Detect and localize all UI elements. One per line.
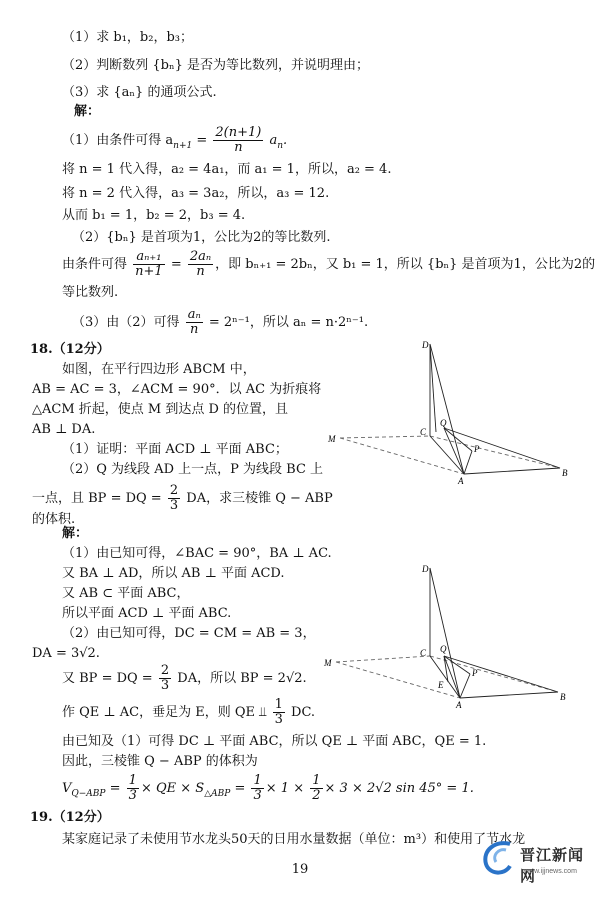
solution-step-8: （3）由（2）可得 $\frac{\text{aₙ}}{n}$ = 2ⁿ⁻¹，所以 aₙ = n·2ⁿ⁻¹. (72, 307, 369, 337)
problem-19-heading: 19.（12分） (30, 810, 110, 825)
geometry-figure-2 (320, 560, 570, 710)
problem-18-text: 的体积. (32, 512, 76, 527)
solution-step: DA = 3√2. (32, 646, 100, 661)
vertex-label: M (328, 434, 336, 444)
solution-step: （1）由已知可得，∠BAC = 90°，BA ⊥ AC. (62, 546, 332, 561)
solution-step-2: 将 n = 1 代入得，a₂ = 4a₁，而 a₁ = 1，所以，a₂ = 4. (62, 162, 392, 177)
watermark-url: www.ijjnews.com (524, 868, 577, 875)
problem-18-text: AB ⊥ DA. (32, 422, 96, 437)
solution-step: 由已知及（1）可得 DC ⊥ 平面 ABC，所以 QE ⊥ 平面 ABC，QE = 1. (62, 734, 487, 749)
question-2: （2）判断数列 {bₙ} 是否为等比数列，并说明理由； (62, 58, 370, 73)
page-number: 19 (291, 862, 309, 877)
solution-step-5: （2）{bₙ} 是首项为1，公比为2的等比数列. (72, 230, 331, 245)
solution-step: （2）由已知可得，DC = CM = AB = 3， (62, 626, 316, 641)
watermark-brand: 晋江新闻网 (520, 846, 585, 885)
solution-step: 作 QE ⊥ AC，垂足为 E，则 QE ⫫ $\frac{1}{3}$ DC. (62, 697, 316, 727)
vertex-label: A (458, 476, 464, 486)
vertex-label: B (562, 468, 568, 478)
problem-18-text: 一点，且 BP = DQ = $\frac{2}{3}$ DA，求三棱锥 Q − ABP (32, 483, 333, 513)
question-3: （3）求 {aₙ} 的通项公式. (62, 85, 217, 100)
problem-18-text: △ACM 折起，使点 M 到达点 D 的位置，且 (32, 402, 289, 417)
vertex-label: D (422, 564, 429, 574)
vertex-label: P (474, 444, 480, 454)
problem-18-heading: 18.（12分） (30, 342, 110, 357)
vertex-label: Q (440, 644, 447, 654)
volume-formula: $V_{Q-ABP}$ = $\frac{1}{3}$ × QE × $S_{\triangle ABP}$ = $\frac{1}{3}$ × 1 × $\frac{1}{2}$ × 3 × 2√2 sin 45° = 1. (62, 773, 474, 803)
solution-step-1: （1）由条件可得 $a_{n+1}$ = $\frac{2(n+1)}{n}$ $a_n$. (62, 125, 288, 155)
vertex-label: C (420, 648, 427, 658)
problem-18-text: 如图，在平行四边形 ABCM 中， (62, 362, 256, 377)
solution-step-7: 等比数列. (62, 285, 119, 300)
problem-18-part-1: （1）证明：平面 ACD ⊥ 平面 ABC； (62, 442, 288, 457)
solution-step: 又 BA ⊥ AD，所以 AB ⊥ 平面 ACD. (62, 566, 285, 581)
solution-step: 又 BP = DQ = $\frac{2}{3}$ DA，所以 BP = 2√2. (62, 663, 307, 693)
solution-step: 因此，三棱锥 Q − ABP 的体积为 (62, 754, 258, 769)
problem-18-text: AB = AC = 3，∠ACM = 90°．以 AC 为折痕将 (32, 382, 322, 397)
solution-step-4: 从而 b₁ = 1，b₂ = 2，b₃ = 4. (62, 208, 246, 223)
solution-label: 解： (74, 104, 101, 119)
swirl-logo-icon (476, 836, 520, 880)
vertex-label: M (324, 658, 332, 668)
vertex-label: A (456, 700, 462, 710)
vertex-label: Q (440, 418, 447, 428)
geometry-figure-1 (324, 336, 574, 486)
vertex-label: P (472, 668, 478, 678)
vertex-label: B (560, 692, 566, 702)
solution-label: 解： (62, 526, 89, 541)
problem-19-text: 某家庭记录了未使用节水龙头50天的日用水量数据（单位：m³）和使用了节水龙 (62, 832, 526, 847)
watermark-logo (476, 836, 596, 884)
solution-step: 所以平面 ACD ⊥ 平面 ABC. (62, 606, 232, 621)
vertex-label: C (420, 427, 427, 437)
solution-step-6: 由条件可得 $\frac{\text{aₙ₊₁}}{n+1}$ = $\frac{\text{2aₙ}}{n}$ ，即 bₙ₊₁ = 2bₙ，又 b₁ = 1，所以 {bₙ} 是首项为1，公比为2的 (62, 249, 596, 279)
vertex-label: E (438, 680, 444, 690)
question-1: （1）求 b₁，b₂，b₃； (62, 30, 194, 45)
solution-step-3: 将 n = 2 代入得，a₃ = 3a₂，所以，a₃ = 12. (62, 186, 330, 201)
solution-step: 又 AB ⊂ 平面 ABC， (62, 586, 190, 601)
problem-18-part-2: （2）Q 为线段 AD 上一点，P 为线段 BC 上 (62, 462, 324, 477)
fraction: $\frac{2(n+1)}{n}$ (215, 125, 262, 155)
vertex-label: D (422, 340, 429, 350)
